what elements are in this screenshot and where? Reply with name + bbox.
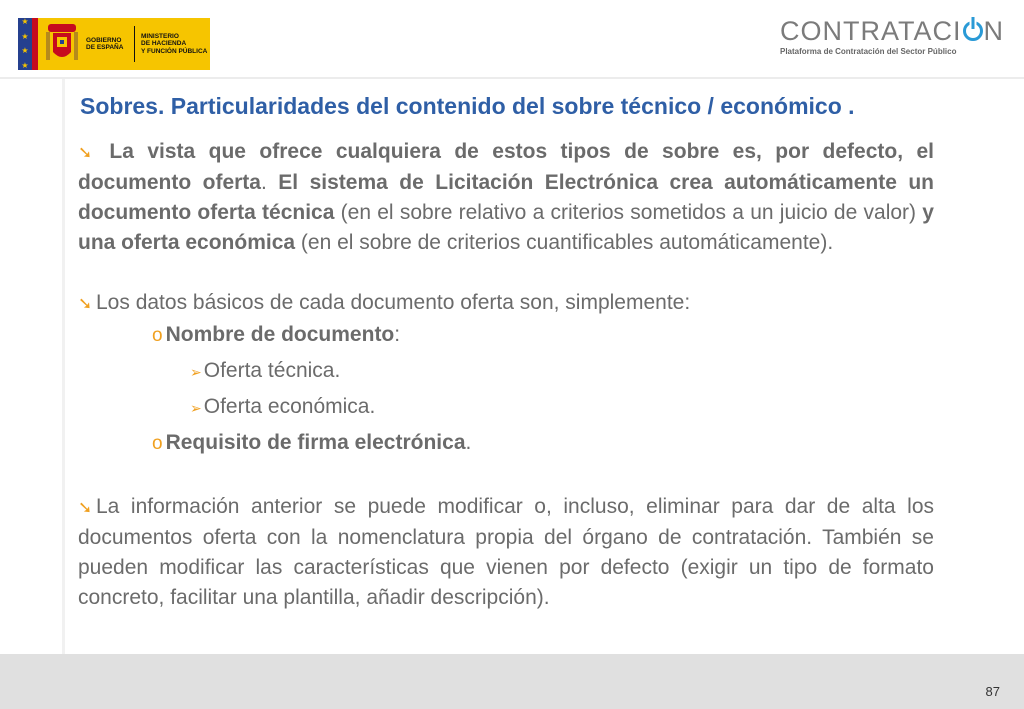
list-subitem-economic: ➢Oferta económica. [190,395,376,418]
government-name: GOBIERNO DE ESPAÑA [86,36,124,51]
circle-bullet: o [152,325,163,346]
arrow-bullet-icon: ➘ [78,498,93,517]
ministry-name: MINISTERIO DE HACIENDA Y FUNCIÓN PÚBLICA [141,32,208,55]
list-item-signature: o Requisito de firma electrónica. [152,431,472,454]
circle-bullet: o [152,433,163,454]
paragraph-modify-info: ➘ La información anterior se puede modificar o, incluso, eliminar para dar de alta los documentos oferta con la nomenclatura propia del órgano de contratación. También se pueden modificar las características que vienen por defecto (exigir un tipo de formato concreto, facilitar una plantilla, añadir descripción). [78,495,934,609]
slide-header [0,0,1024,78]
slide-title: Sobres. Particularidades del contenido del sobre técnico / económico . [80,93,855,119]
list-subitem-technical: ➢Oferta técnica. [190,359,341,382]
arrow-bullet-icon: ➘ [78,294,93,313]
contratacion-brand [780,16,1004,56]
brand-wordmark: CONTRATACI N [780,16,1004,46]
triangle-bullet-icon: ➢ [190,400,202,416]
header-divider [0,77,1024,79]
brand-subtitle: Plataforma de Contratación del Sector Público [780,47,957,56]
page-number: 87 [985,684,1000,699]
slide-footer [0,654,1024,709]
slide-body [78,137,934,613]
list-item-document-name: o Nombre de documento: [152,323,401,346]
government-logo [18,18,210,70]
paragraph-view: ➘ La vista que ofrece cualquiera de estos tipos de sobre es, por defecto, el documento oferta. El sistema de Licitación Electrónica crea automáticamente un documento oferta técnica (en el sobre relativo a criterios sometidos a un juicio de valor) y una oferta económica (en el sobre de criterios cuantificables automáticamente). [78,140,934,254]
left-rule [62,79,65,654]
triangle-bullet-icon: ➢ [190,364,202,380]
arrow-bullet-icon: ➘ [78,143,93,162]
coat-of-arms-icon [44,22,80,66]
paragraph-basic-data: ➘ Los datos básicos de cada documento oferta son, simplemente: [78,288,934,319]
power-icon [963,21,983,41]
eu-flag-icon: ★ ★ ★ ★ [18,18,38,70]
